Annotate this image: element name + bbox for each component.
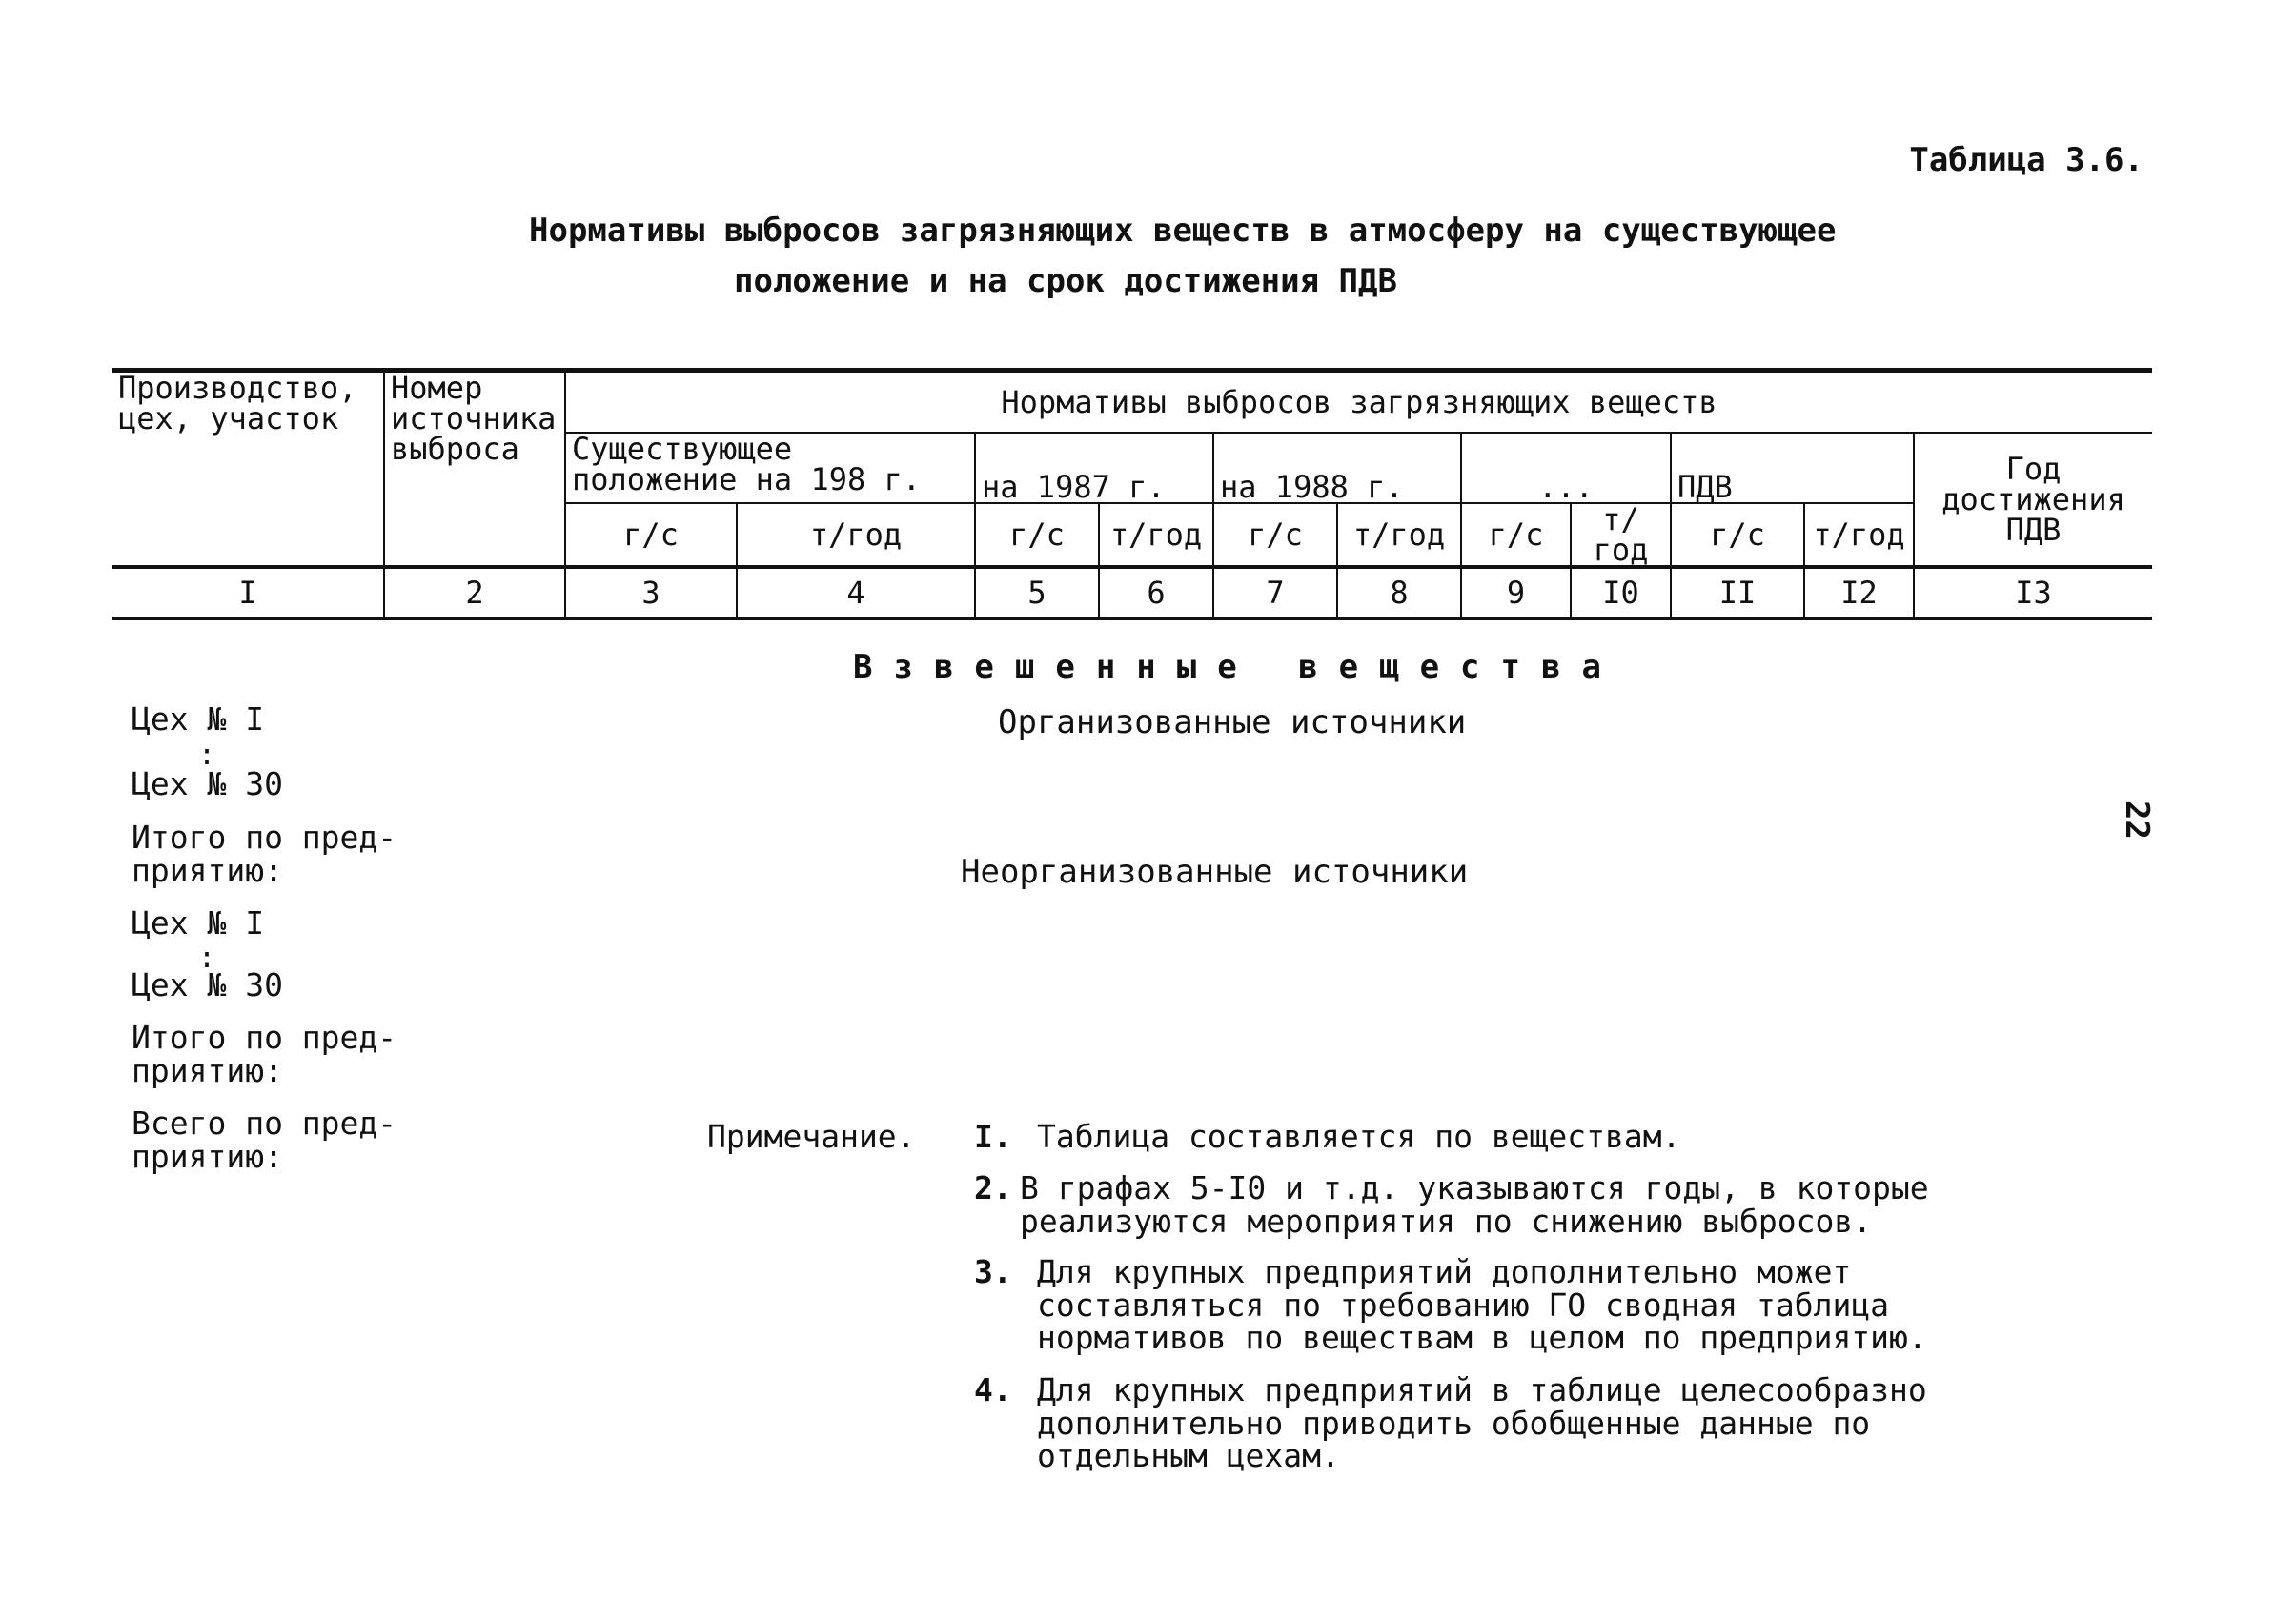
row-grand-total: Всего по пред- приятию: xyxy=(132,1104,397,1175)
header-group-title: Нормативы выбросов загрязняющих веществ xyxy=(565,371,2152,434)
column-number-2: 2 xyxy=(384,567,565,618)
row-total-organized: Итого по пред- приятию: xyxy=(132,819,397,889)
column-number-4: 4 xyxy=(737,567,975,618)
substances-title: Взвешенные вещества xyxy=(853,648,1622,686)
header-source-number-cell: Номер источника выброса xyxy=(384,371,565,568)
column-number-6: 6 xyxy=(1099,567,1213,618)
unit-tyear-1988: т/год xyxy=(1337,503,1461,567)
page-number: 22 xyxy=(2118,800,2156,840)
note-item-3-number: 3. xyxy=(974,1253,1012,1290)
table-reference: Таблица 3.6. xyxy=(1909,141,2144,179)
unit-gs-existing: г/с xyxy=(565,503,737,567)
unit-gs-pdv: г/с xyxy=(1671,503,1804,567)
unit-gs-1987: г/с xyxy=(975,503,1099,567)
header-pdv: ПДВ xyxy=(1671,433,1914,503)
emission-norms-header-table xyxy=(112,368,2152,620)
unit-tyear-ellipsis: т/год xyxy=(1571,503,1671,567)
column-number-3: 3 xyxy=(565,567,737,618)
header-pdv-year: Год достижения ПДВ xyxy=(1914,433,2152,567)
column-number-12: I2 xyxy=(1804,567,1914,618)
organized-sources-label: Организованные источники xyxy=(998,703,1467,741)
table-title-line-2: положение и на срок достижения ПДВ xyxy=(734,262,1397,300)
column-number-11: II xyxy=(1671,567,1804,618)
unit-gs-ellipsis: г/с xyxy=(1461,503,1571,567)
header-ellipsis: ... xyxy=(1461,433,1671,503)
note-item-2-number: 2. xyxy=(974,1169,1012,1206)
header-existing-position: Существующее положение на 198 г. xyxy=(565,433,975,503)
note-item-2-text: В графах 5-I0 и т.д. указываются годы, в которые реализуются мероприятия по снижению выбросов. xyxy=(1020,1169,1929,1240)
row-dots-unorganized: : xyxy=(198,942,216,975)
column-number-8: 8 xyxy=(1337,567,1461,618)
note-item-1-text: Таблица составляется по веществам. xyxy=(1037,1118,1681,1155)
row-shop-30-organized: Цех № 30 xyxy=(132,765,283,802)
row-total-unorganized: Итого по пред- приятию: xyxy=(132,1019,397,1089)
header-year-1988: на 1988 г. xyxy=(1213,433,1461,503)
note-label: Примечание. xyxy=(707,1118,916,1155)
unit-gs-1988: г/с xyxy=(1213,503,1337,567)
unit-tyear-pdv: т/год xyxy=(1804,503,1914,567)
note-item-4-text: Для крупных предприятий в таблице целесообразно дополнительно приводить обобщенные данные по отдельным цехам. xyxy=(1037,1371,1927,1475)
column-number-10: I0 xyxy=(1571,567,1671,618)
note-item-4-number: 4. xyxy=(974,1371,1012,1408)
column-number-7: 7 xyxy=(1213,567,1337,618)
unit-tyear-existing: т/год xyxy=(737,503,975,567)
row-shop-1-unorganized: Цех № I xyxy=(132,904,265,942)
header-production-cell: Производство, цех, участок xyxy=(112,371,384,568)
header-year-1987: на 1987 г. xyxy=(975,433,1213,503)
table-title-line-1: Нормативы выбросов загрязняющих веществ в атмосферу на существующее xyxy=(529,212,1837,250)
note-item-1-number: I. xyxy=(974,1118,1012,1155)
column-number-9: 9 xyxy=(1461,567,1571,618)
column-number-13: I3 xyxy=(1914,567,2152,618)
unorganized-sources-label: Неорганизованные источники xyxy=(961,853,1469,891)
unit-tyear-1987: т/год xyxy=(1099,503,1213,567)
row-dots-organized: : xyxy=(198,739,216,772)
column-number-1: I xyxy=(112,567,384,618)
row-shop-1-organized: Цех № I xyxy=(132,700,265,738)
column-number-5: 5 xyxy=(975,567,1099,618)
note-item-3-text: Для крупных предприятий дополнительно может составляться по требованию ГО сводная таблица нормативов по веществам в целом по предприятию. xyxy=(1037,1253,1927,1357)
row-shop-30-unorganized: Цех № 30 xyxy=(132,966,283,1003)
